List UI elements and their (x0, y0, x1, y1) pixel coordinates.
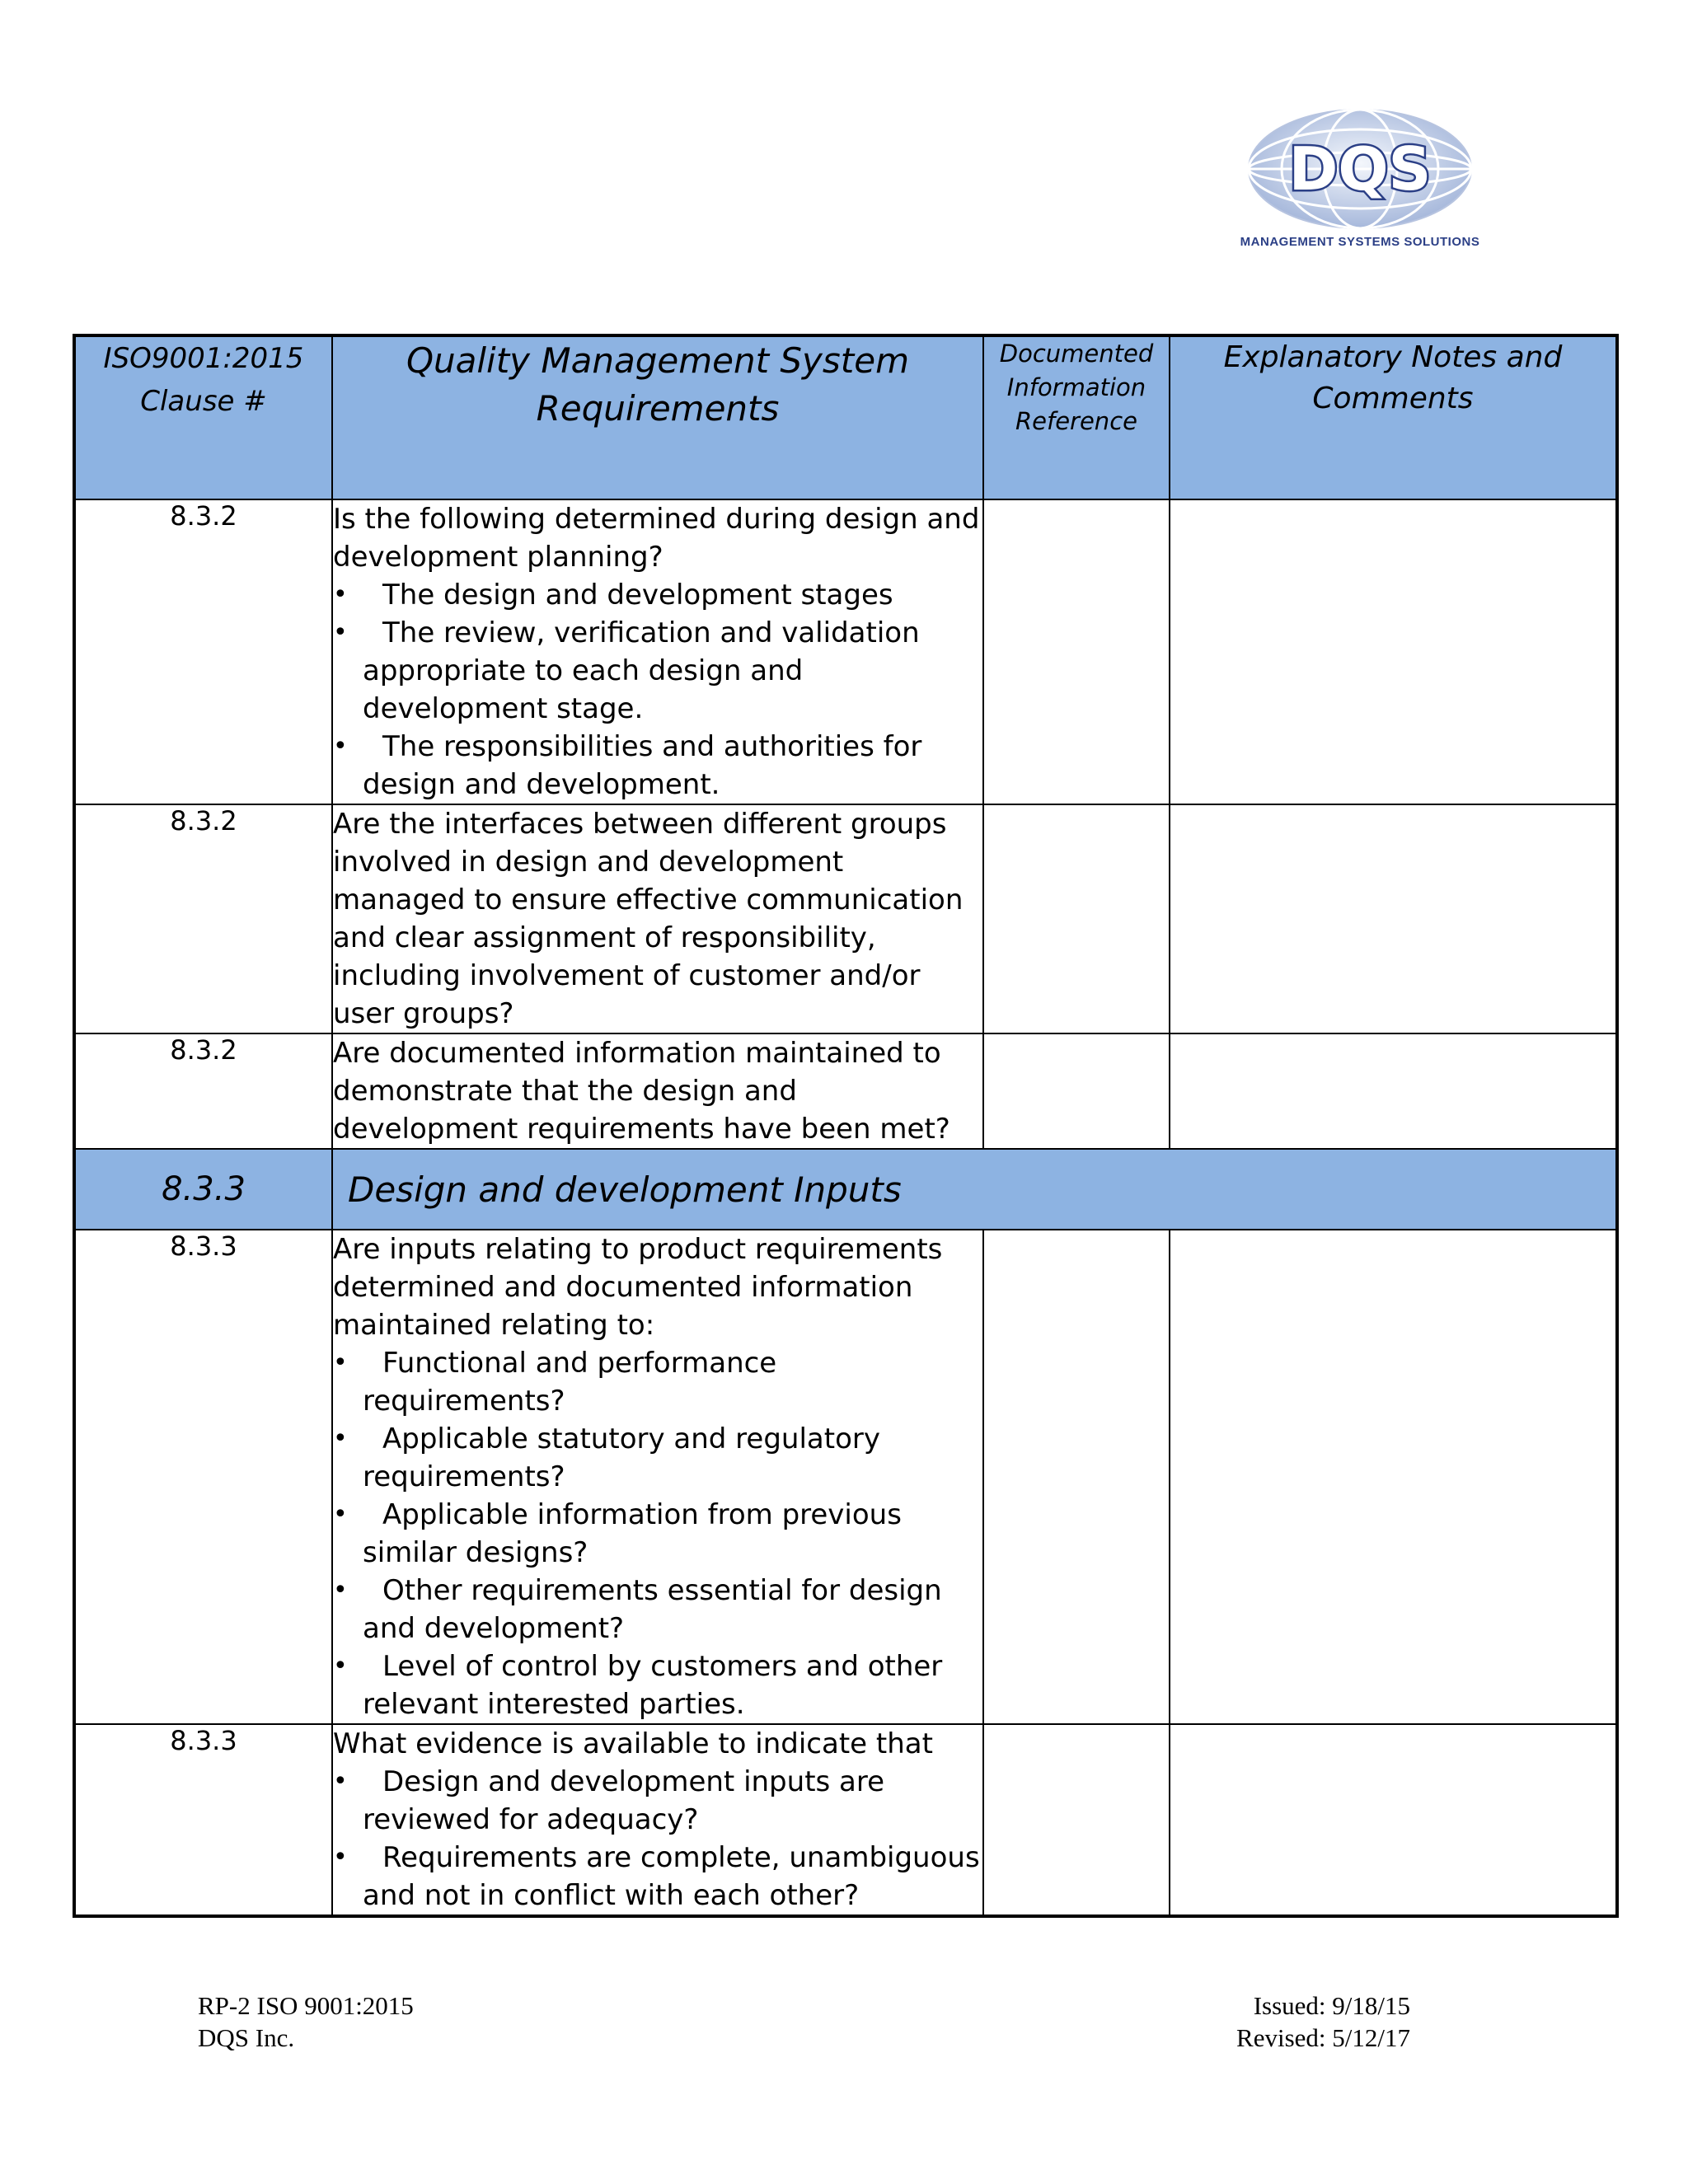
table-row (74, 1230, 1617, 1724)
section-header-row (74, 1149, 1617, 1230)
bullet-icon: • (333, 1348, 348, 1377)
bullet-icon: • (333, 1652, 348, 1680)
table-row (74, 1033, 1617, 1149)
globe-logo-icon (1228, 103, 1492, 235)
clause-number: 8.3.3 (74, 1724, 332, 1916)
bullet-icon: • (333, 1767, 348, 1796)
bullet-icon: • (333, 1424, 348, 1453)
requirement-text: Is the following determined during design and development planning? • The design and development stages • The review, verification and validation appropriate to each design and development stage. • The responsibilities and authorities for design and development. (332, 499, 983, 804)
doc-reference-cell[interactable] (983, 499, 1170, 804)
header-requirements: Quality Management System Requirements (332, 335, 983, 499)
requirement-text: Are the interfaces between different groups involved in design and development managed to ensure effective communication and clear assignment of responsibility, including involvement of customer and/or user groups? (332, 804, 983, 1033)
list-item: • Applicable information from previous similar designs? (333, 1496, 982, 1572)
bullet-icon: • (333, 580, 348, 609)
section-clause: 8.3.3 (74, 1149, 332, 1230)
requirement-text: What evidence is available to indicate that • Design and development inputs are reviewed for adequacy? • Requirements are complete, unambiguous and not in conflict with each other? (332, 1724, 983, 1916)
bullet-icon: • (333, 1500, 348, 1529)
header-clause: ISO9001:2015 Clause # (74, 335, 332, 499)
footer-issued: Issued: 9/18/15 (1253, 1991, 1410, 2020)
table-header-row (74, 335, 1617, 499)
header-documented-information: Documented Information Reference (983, 335, 1170, 499)
notes-cell[interactable] (1170, 804, 1617, 1033)
dqs-logo (1228, 103, 1492, 260)
bullet-icon: • (333, 1576, 348, 1605)
footer-revised: Revised: 5/12/17 (1236, 2023, 1410, 2052)
requirement-text: Are documented information maintained to demonstrate that the design and development requirements have been met? (332, 1033, 983, 1149)
list-item: • The responsibilities and authorities for design and development. (333, 728, 982, 804)
header-explanatory-notes: Explanatory Notes and Comments (1170, 335, 1617, 499)
list-item: • The review, verification and validation appropriate to each design and development stage. (333, 614, 982, 728)
logo-tagline: MANAGEMENT SYSTEMS SOLUTIONS (1240, 235, 1480, 249)
doc-reference-cell[interactable] (983, 1230, 1170, 1724)
doc-reference-cell[interactable] (983, 804, 1170, 1033)
table-row (74, 499, 1617, 804)
clause-number: 8.3.2 (74, 1033, 332, 1149)
list-item: • Applicable statutory and regulatory requirements? (333, 1420, 982, 1496)
clause-number: 8.3.3 (74, 1230, 332, 1724)
notes-cell[interactable] (1170, 1230, 1617, 1724)
doc-reference-cell[interactable] (983, 1033, 1170, 1149)
bullet-icon: • (333, 732, 348, 761)
footer-company: DQS Inc. (198, 2023, 295, 2052)
list-item: • Functional and performance requirements? (333, 1344, 982, 1420)
clause-number: 8.3.2 (74, 499, 332, 804)
notes-cell[interactable] (1170, 499, 1617, 804)
table-row (74, 804, 1617, 1033)
list-item: • Level of control by customers and other relevant interested parties. (333, 1647, 982, 1723)
logo-letters: DQS (1288, 134, 1432, 204)
list-item: • Other requirements essential for design and development? (333, 1572, 982, 1647)
list-item: • The design and development stages (333, 576, 982, 614)
footer-right (1212, 1990, 1410, 2054)
notes-cell[interactable] (1170, 1724, 1617, 1916)
clause-number: 8.3.2 (74, 804, 332, 1033)
notes-cell[interactable] (1170, 1033, 1617, 1149)
section-title: Design and development Inputs (332, 1149, 1617, 1230)
bullet-icon: • (333, 1843, 348, 1872)
requirement-text: Are inputs relating to product requirements determined and documented information maintained relating to: • Functional and performance requirements? • Applicable statutory and regulatory requirements? • Applicable information from previous similar designs? • Other requirements essential for design and development? • Level of control by customers and other relevant interested parties. (332, 1230, 983, 1724)
requirements-table (73, 334, 1619, 1918)
list-item: • Design and development inputs are reviewed for adequacy? (333, 1763, 982, 1839)
bullet-icon: • (333, 618, 348, 647)
table-row (74, 1724, 1617, 1916)
footer-doc-id: RP-2 ISO 9001:2015 (198, 1991, 414, 2020)
footer-left (198, 1990, 414, 2054)
list-item: • Requirements are complete, unambiguous and not in conflict with each other? (333, 1839, 982, 1915)
doc-reference-cell[interactable] (983, 1724, 1170, 1916)
